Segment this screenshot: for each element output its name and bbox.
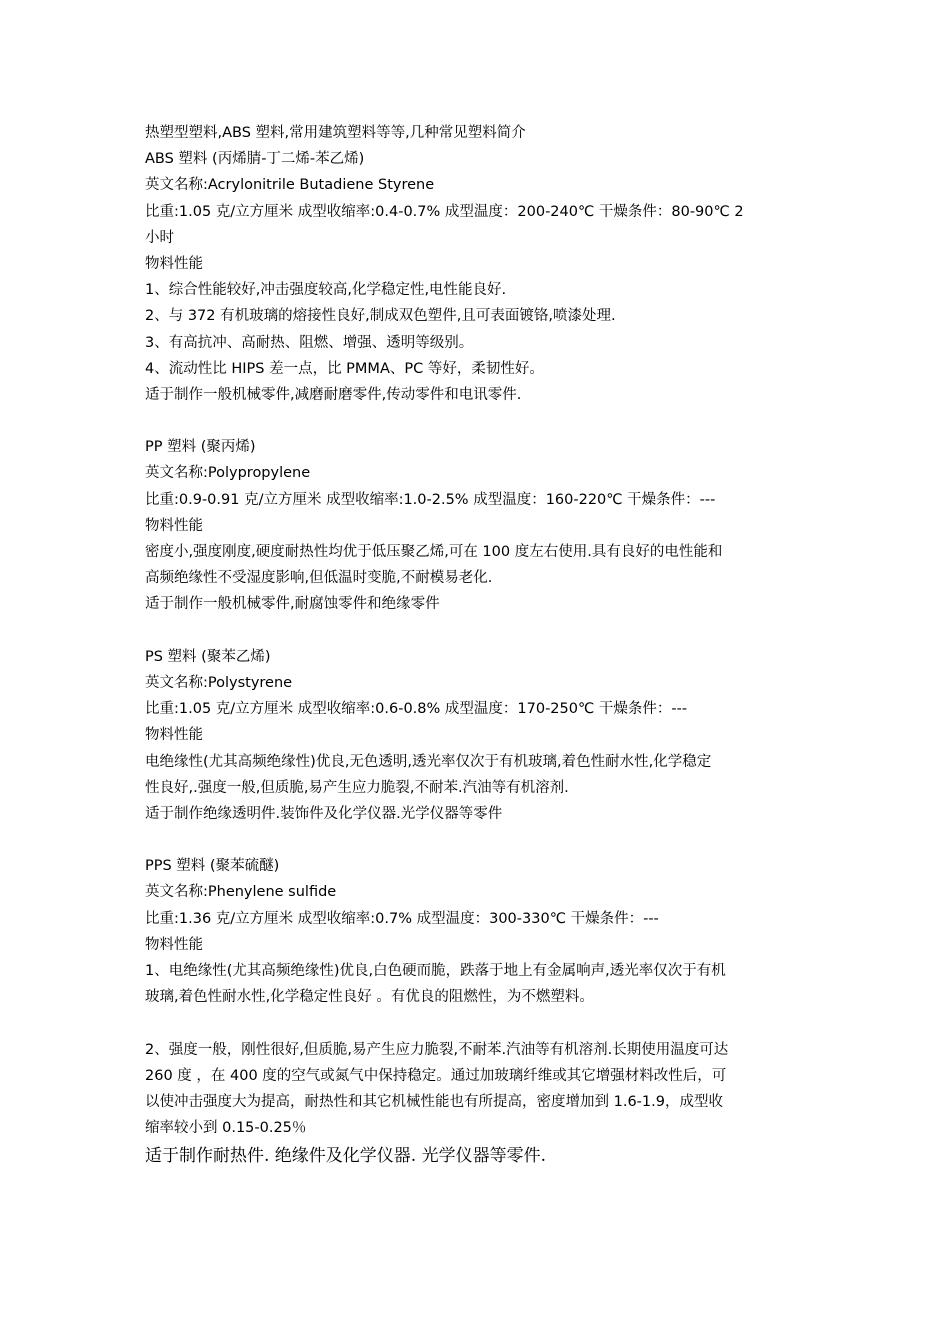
pps-property-2-continued: 缩率较小到 0.15-0.25％ [145, 1120, 307, 1137]
pps-property-1-continued: 玻璃,着色性耐水性,化学稳定性良好 。有优良的阻燃性，为不燃塑料。 [145, 989, 594, 1006]
abs-property-2: 2、与 372 有机玻璃的熔接性良好,制成双色塑件,且可表面镀铬,喷漆处理. [145, 308, 616, 325]
abs-property-1: 1、综合性能较好,冲击强度较高,化学稳定性,电性能良好. [145, 282, 507, 299]
pp-properties-heading: 物料性能 [145, 517, 203, 534]
abs-property-4: 4、流动性比 HIPS 差一点，比 PMMA、PC 等好，柔韧性好。 [145, 360, 544, 377]
ps-heading: PS 塑料 (聚苯乙烯) [145, 648, 271, 665]
ps-usage: 适于制作绝缘透明件.装饰件及化学仪器.光学仪器等零件 [145, 805, 503, 822]
pp-english-name: 英文名称:Polypropylene [145, 465, 311, 482]
pps-properties-heading: 物料性能 [145, 936, 203, 953]
page-title-line: 热塑型塑料,ABS 塑料,常用建筑塑料等等,几种常见塑料简介 [145, 125, 526, 141]
ps-properties-text: 电绝缘性(尤其高频绝缘性)优良,无色透明,透光率仅次于有机玻璃,着色性耐水性,化学稳定 [145, 753, 712, 770]
abs-specs-continued: 小时 [145, 229, 174, 246]
blank-line [145, 1010, 810, 1036]
pps-property-2: 2、强度一般，刚性很好,但质脆,易产生应力脆裂,不耐苯.汽油等有机溶剂.长期使用温度可达 [145, 1041, 729, 1058]
pp-properties-text-continued: 高频绝缘性不受湿度影响,但低温时变脆,不耐模易老化. [145, 570, 493, 587]
pps-property-2-continued: 260 度 ，在 400 度的空气或氮气中保持稳定。通过加玻璃纤维或其它增强材料改性后，可 [145, 1067, 727, 1084]
ps-properties-heading: 物料性能 [145, 727, 203, 744]
pps-property-1: 1、电绝缘性(尤其高频绝缘性)优良,白色硬而脆，跌落于地上有金属响声,透光率仅次于有机 [145, 963, 726, 979]
abs-english-name: 英文名称:Acrylonitrile Butadiene Styrene [145, 177, 435, 194]
abs-properties-heading: 物料性能 [145, 255, 203, 272]
abs-usage: 适于制作一般机械零件,减磨耐磨零件,传动零件和电讯零件. [145, 386, 522, 403]
blank-line [145, 408, 810, 434]
blank-line [145, 618, 810, 644]
blank-line [145, 827, 810, 853]
pps-english-name: 英文名称:Phenylene sulfide [145, 884, 337, 901]
ps-english-name: 英文名称:Polystyrene [145, 674, 293, 691]
ps-properties-text-continued: 性良好,.强度一般,但质脆,易产生应力脆裂,不耐苯.汽油等有机溶剂. [145, 779, 569, 796]
pp-properties-text: 密度小,强度刚度,硬度耐热性均优于低压聚乙烯,可在 100 度左右使用.具有良好的电性能和 [145, 544, 723, 560]
pps-heading: PPS 塑料 (聚苯硫醚) [145, 858, 280, 875]
pp-usage: 适于制作一般机械零件,耐腐蚀零件和绝缘零件 [145, 596, 440, 613]
pps-usage: 适于制作耐热件. 绝缘件及化学仪器. 光学仪器等零件. [145, 1146, 547, 1167]
abs-property-3: 3、有高抗冲、高耐热、阻燃、增强、透明等级别。 [145, 334, 474, 351]
pp-specs: 比重:0.9-0.91 克/立方厘米 成型收缩率:1.0-2.5% 成型温度：160-220℃ 干燥条件：--- [145, 491, 716, 508]
abs-heading: ABS 塑料 (丙烯腈-丁二烯-苯乙烯) [145, 151, 365, 168]
pps-property-2-continued: 以使冲击强度大为提高，耐热性和其它机械性能也有所提高，密度增加到 1.6-1.9，成型收 [145, 1093, 723, 1110]
document-body [145, 120, 810, 1171]
pps-specs: 比重:1.36 克/立方厘米 成型收缩率:0.7% 成型温度：300-330℃ 干燥条件：--- [145, 910, 659, 927]
pp-heading: PP 塑料 (聚丙烯) [145, 439, 256, 456]
ps-specs: 比重:1.05 克/立方厘米 成型收缩率:0.6-0.8% 成型温度：170-250℃ 干燥条件：--- [145, 701, 688, 718]
abs-specs: 比重:1.05 克/立方厘米 成型收缩率:0.4-0.7% 成型温度：200-240℃ 干燥条件：80-90℃ 2 [145, 203, 744, 220]
